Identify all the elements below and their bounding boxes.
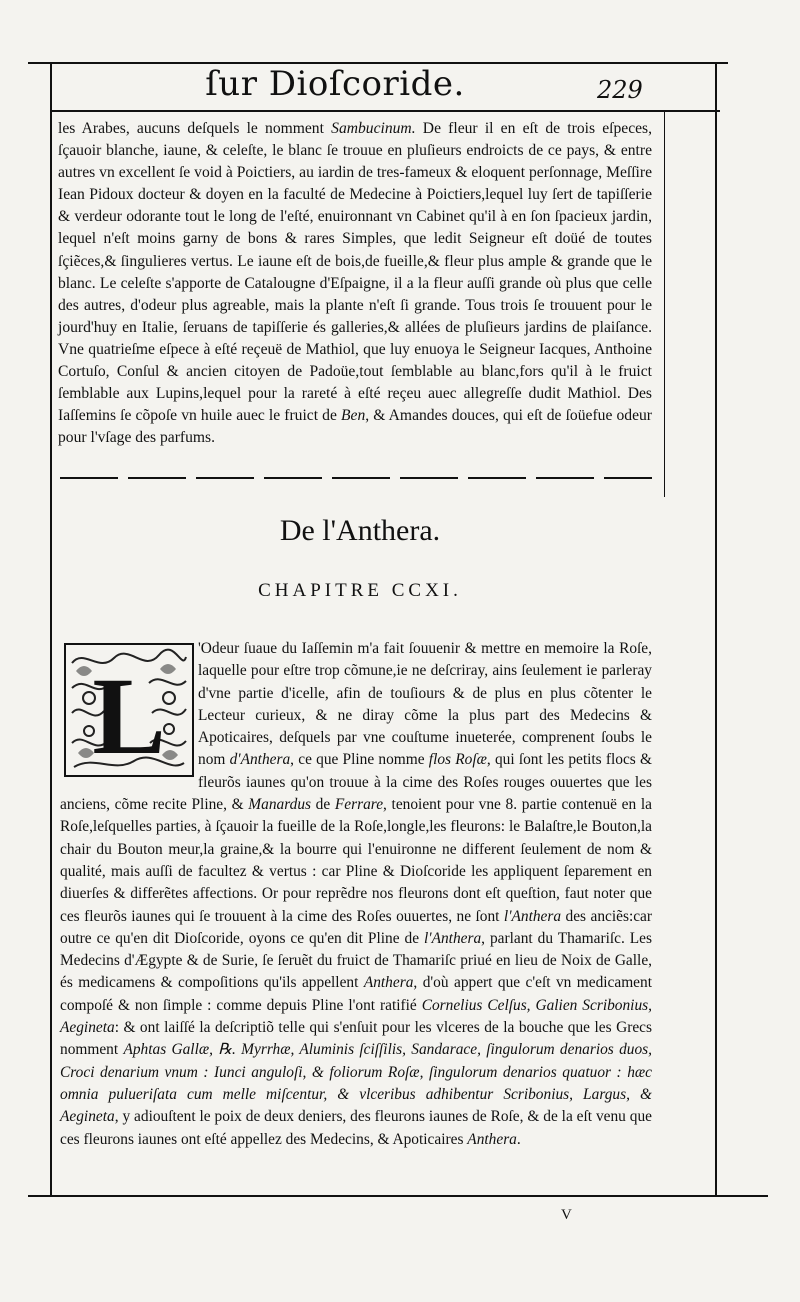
- italic-run: Cornelius Celſus, Galien Scribonius, Aegineta: [60, 996, 652, 1037]
- decorated-initial-art: [64, 643, 194, 777]
- italic-run: Aphtas Gallæ, ℞. Myrrhæ, Aluminis ſciſſilis, Sandarace, ſingulorum denarios duos, Croci denarium vnum : Iunci anguloſi, & foliorum Roſæ, ſingulorum denarios quatuor : hæc omnia pulueriſata cum melle miſcentur, & vlceribus adhibentur Scribonius, Largus, & Aegineta: [60, 1041, 652, 1126]
- text-run: , tenoient pour vne 8. partie contenuë en la Roſe,leſquelles parties, à ſçauoir la fueille de la Roſe,longle,les fleurons: le Balaſtre,le Bouton,la chair du Bouton meur,la graine,& la bourre qui l'enuironne ne different ſeulement de nom & qualité, mais auſſi de facultez & vertus : car Pline & Dioſcoride les appliquent ſeparement en diuerſes & differẽtes affections. Or pour reprẽdre nos fleurons dont eſt queſtion, faut noter que ces fleurõs iaunes qui ſe trouuent à la cime des Roſes ouuertes, ne ſont: [60, 796, 652, 925]
- italic-run: Ferrare: [334, 796, 384, 814]
- running-title: ſur Dioſcoride.: [205, 64, 465, 104]
- right-frame-rule: [715, 62, 717, 1197]
- text-run: : & ont laiſſé la deſcriptiõ telle qui s'enſuit pour les vlceres de la bouche que les Grecs nomment: [60, 1019, 652, 1059]
- text-run: les Arabes, aucuns deſquels le nomment: [58, 120, 332, 137]
- text-run: .: [516, 1130, 521, 1148]
- text-run: 'Odeur ſuaue du Iaſſemin m'a fait ſouuenir & mettre en memoire la Roſe, laquelle pour eſtre trop cõmune,ie ne deſcriray, ains ſeulement ie parleray d'vne partie d'icelle, afin de touſiours & de plus en plus cõtenter le Lecteur curieux, & ne diray cõme la plus part des Medecins & Apoticaires, deſquels par vne couſtume inueterée, comprenent ſoubs le nom: [198, 640, 652, 769]
- left-frame-rule: [50, 62, 52, 1197]
- italic-run: Anthera: [363, 974, 414, 992]
- text-run: , & Amandes douces, qui eſt de ſoüefue odeur pour l'vſage des parfums.: [58, 407, 652, 447]
- text-run: de: [311, 796, 335, 814]
- bottom-rule: [28, 1195, 768, 1197]
- continued-paragraph: [58, 118, 652, 449]
- inner-right-rule: [664, 112, 665, 497]
- decorated-initial: [64, 643, 194, 777]
- italic-run: l'Anthera: [503, 907, 562, 925]
- italic-run: d'Anthera: [229, 751, 291, 769]
- italic-run: Anthera: [467, 1130, 517, 1148]
- text-run: , y adiouſtent le poix de deux deniers, des fleurons iaunes de Roſe, & de la eſt venu que ces fleurons iaunes ont eſté appellez des Medecins, & Apoticaires: [60, 1108, 652, 1148]
- text-run: De fleur il en eſt de trois eſpeces, ſçauoir blanche, iaune, & celeſte, le blanc ſe trouue en pluſieurs endroicts de ce pays, & entre autres vn excellent ſe void à Poictiers, au iardin de tres-fameux & eloquent perſonnage, Meſſire Iean Pidoux docteur & doyen en la faculté de Medecine à Poictiers,lequel luy ſert de tapiſſerie & verdeur odorante tout le long de l'eſté, enuironnant vn Cabinet qu'il à en ſon ſpacieux jardin, lequel n'eſt moins garny de bons & rares Simples, que ledit Seigneur eſt doüé de toutes ſçiẽces,& ſingulieres vertus. Le iaune eſt de bois,de fueille,& fleur plus ample & grande que le blanc. Le celeſte s'apporte de Catalougne d'Eſpaigne, il a la fleur auſſi grande où plus que celle des autres, d'odeur plus agreable, mais la plante n'eſt ſi grande. Tous trois ſe trouuent pour le jourd'huy en Italie, ſeruans de tapiſſerie és galleries,& allées de pluſieurs jardins de plaiſance. Vne quatrieſme eſpece à eſté reçeuë de Mathiol, que luy enuoya le Seigneur Iacques, Anthoine Cortuſo, Conſul & ancien citoyen de Padoüe,tout ſemblable au blanc,fors qu'il à le fruict ſemblable aux Lupins,lequel pour la rareté à eſté reçeu auec allegreſſe dudit Mathiol. Des Iaſſemins ſe cõpoſe vn huile auec le fruict de: [58, 120, 653, 425]
- italic-run: Ben: [341, 407, 366, 425]
- header-rule: [50, 110, 720, 112]
- chapter-heading: CHAPITRE CCXI.: [258, 580, 462, 601]
- text-run: , parlant du Thamariſc. Les Medecins d'Ægypte & de Surie, ſe ſeruẽt du fruict de Thamariſc priué en lieu de Noix de Galle, és medicamens & compoſitions qu'ils appellent: [60, 929, 652, 992]
- text-run: , d'où appert que c'eſt vn medicament compoſé & non ſimple : comme depuis Pline l'ont ratifié: [60, 974, 652, 1014]
- section-divider: [60, 477, 652, 479]
- section-title: De l'Anthera.: [279, 514, 441, 547]
- initial-letter: L: [92, 655, 166, 777]
- italic-run: flos Roſæ: [428, 751, 487, 769]
- page-number: 229: [597, 76, 643, 104]
- italic-run: l'Anthera: [424, 929, 482, 947]
- signature-mark: V: [561, 1207, 572, 1223]
- italic-run: Manardus: [248, 796, 312, 814]
- text-run: , ce que Pline nomme: [290, 751, 429, 769]
- text-run: , qui ſont les petits flocs & fleurõs iaunes qu'on trouue à la cime des Roſes rouges ouuertes que les anciens, cõme recite Pline, &: [60, 751, 652, 814]
- italic-run: Sambucinum.: [331, 120, 416, 137]
- text-run: des anciẽs:car outre ce qu'en dit Dioſcoride, oyons ce qu'en dit Pline de: [60, 907, 653, 947]
